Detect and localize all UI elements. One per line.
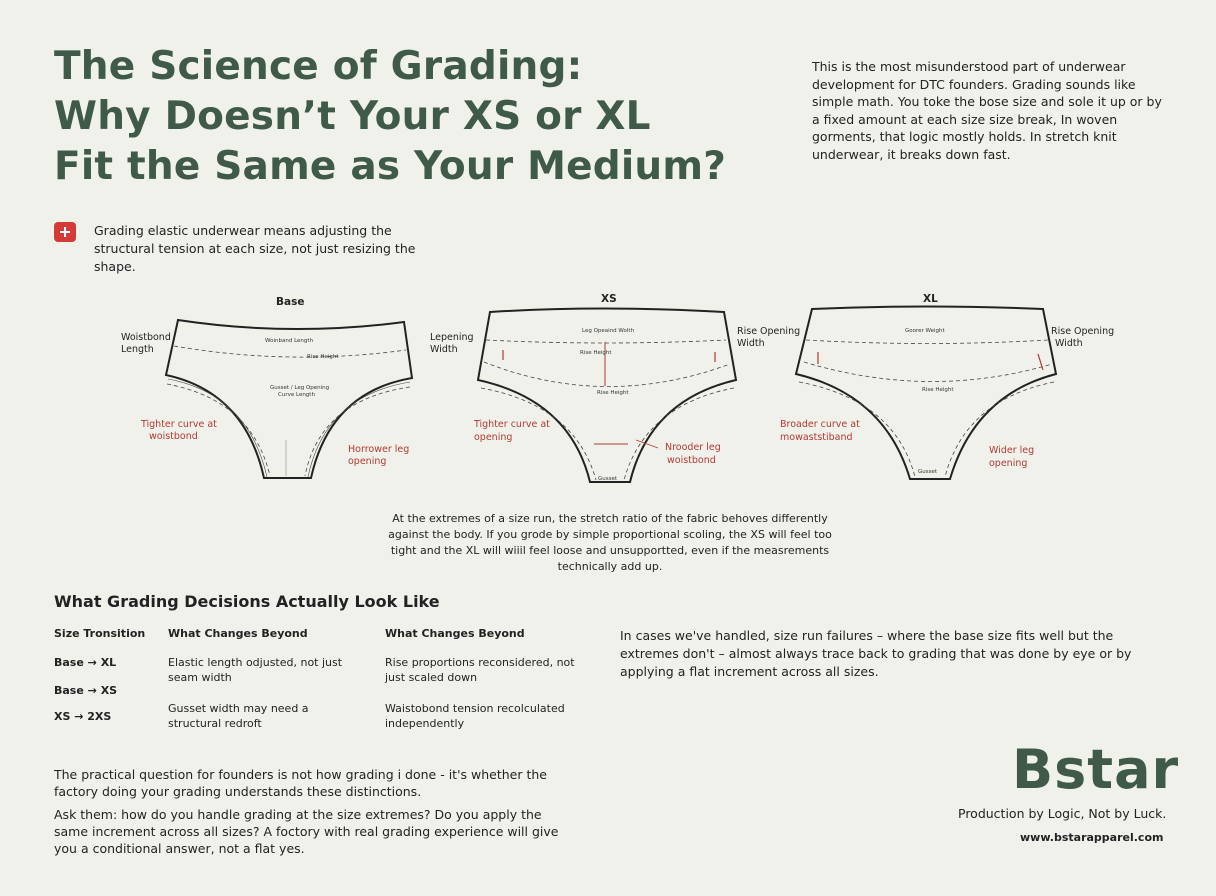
brand-website[interactable]: www.bstarapparel.com [1020,831,1164,844]
xs-red-left-1: Tighter curve at [474,419,550,430]
table-row-1-col2: Rise proportions reconsidered, not just scaled down [385,656,575,684]
base-red-left-1: Tighter curve at [141,419,217,430]
xs-inner-2: Rise Height [580,350,612,356]
xs-red-right-1: Nrooder leg [665,442,721,453]
base-inner-3: Gusset / Leg Opening [270,385,330,391]
base-waist-label-1: Woistbond [121,332,171,343]
xl-heading: XL [923,293,938,305]
practical-question: The practical question for founders is not how grading i done - it's whether the factory doing your grading understands these distinctions. [54,767,547,799]
base-inner-2: Rise Height [307,354,339,360]
title-line-3: Fit the Same as Your Medium? [54,144,727,189]
base-inner-4: Curve Length [278,392,315,398]
xs-right-1: Rise Opening [737,326,801,337]
ask-them-paragraph: Ask them: how do you handle grading at the size extremes? Do you apply the same increment across all sizes? A foctory with real grading experience will give you a conditional answer, not a flat yes. [54,807,559,856]
table-row-3-col2: Waistobond tension recolculated independently [385,702,565,730]
xl-inner-1: Goorer Weight [905,328,945,334]
brief-xs [430,293,800,482]
xs-right-2: Width [737,338,765,349]
base-red-right-1: Horrower leg [348,444,410,455]
xs-inner-3: Rise Height [597,390,629,396]
xs-inner-1: Leg Opeaind Wolth [582,328,635,334]
callout-text: Grading elastic underwear means adjusting the structural tension at each size, not just resizing the shape. [94,223,416,274]
xl-red-left-1: Broader curve at [780,419,860,430]
xs-mid-seam [484,362,730,387]
xl-red-right-2: opening [989,458,1028,469]
base-waistband-seam [174,346,406,357]
table-row-3-key: XS → 2XS [54,710,112,723]
brief-base [121,296,412,478]
table-row-1-key: Base → XL [54,656,117,669]
xl-mid-seam [804,362,1052,382]
xs-left-2: Width [430,344,458,355]
xs-red-right-2: woistbond [667,455,716,466]
title-line-1: The Science of Grading: [54,44,583,89]
base-waist-label-2: Length [121,344,154,355]
base-inner-1: Woinband Length [265,338,314,344]
brand-logo: Bstar [1012,738,1180,801]
xl-inner-3: Gusset [918,469,938,475]
base-heading: Base [276,296,305,308]
table-header-transition: Size Tronsition [54,627,146,640]
table-row-2-key: Base → XS [54,684,118,697]
xl-right-1: Rise Opening [1051,326,1115,337]
xs-red-left-2: opening [474,432,513,443]
xs-left-1: Lepening [430,332,474,343]
xs-waistband-seam [486,340,726,343]
cases-paragraph: In cases we've handled, size run failures – where the base size fits well but the extremes don't – almost always trace back to grading that was done by eye or by applying a flat increment across all sizes. [620,628,1132,679]
xl-inner-2: Rise Height [922,387,954,393]
table-header-col1: What Changes Beyond [168,627,308,640]
table-title: What Grading Decisions Actually Look Like [54,592,440,611]
xs-inner-4: Gusset [598,476,618,482]
xl-red-left-2: mowaststiband [780,432,853,443]
table-header-col2: What Changes Beyond [385,627,525,640]
title-line-2: Why Doesn’t Your XS or XL [54,94,651,139]
xs-heading: XS [601,293,617,305]
xl-waistband-seam [806,340,1048,344]
base-red-right-2: opening [348,456,387,467]
intro-paragraph: This is the most misunderstood part of underwear development for DTC founders. Grading sounds like simple math. You toke the bose size and sole it up or by a fixed amount at each size size break, In woven gorments, that logic mostly holds. In stretch knit underwear, it breaks down fast. [812,59,1162,162]
xl-red-right-1: Wider leg [989,445,1035,456]
stretch-ratio-note: At the extremes of a size run, the stretch ratio of the fabric behoves differently against the body. If you grode by simple proportional scoling, the XS will feel too tight and the XL will wiiil feel loose and unsupportted, even if the measrements technically add up. [388,512,832,573]
brand-tagline: Production by Logic, Not by Luck. [958,806,1167,821]
table-row-1-col1: Elastic length odjusted, not just seam width [168,656,343,684]
brief-xl [780,293,1114,479]
xs-leg-seam-right [624,388,734,480]
xl-right-2: Width [1055,338,1083,349]
table-row-3-col1: Gusset width may need a structural redroft [168,702,309,730]
base-red-left-2: woistbond [149,431,198,442]
